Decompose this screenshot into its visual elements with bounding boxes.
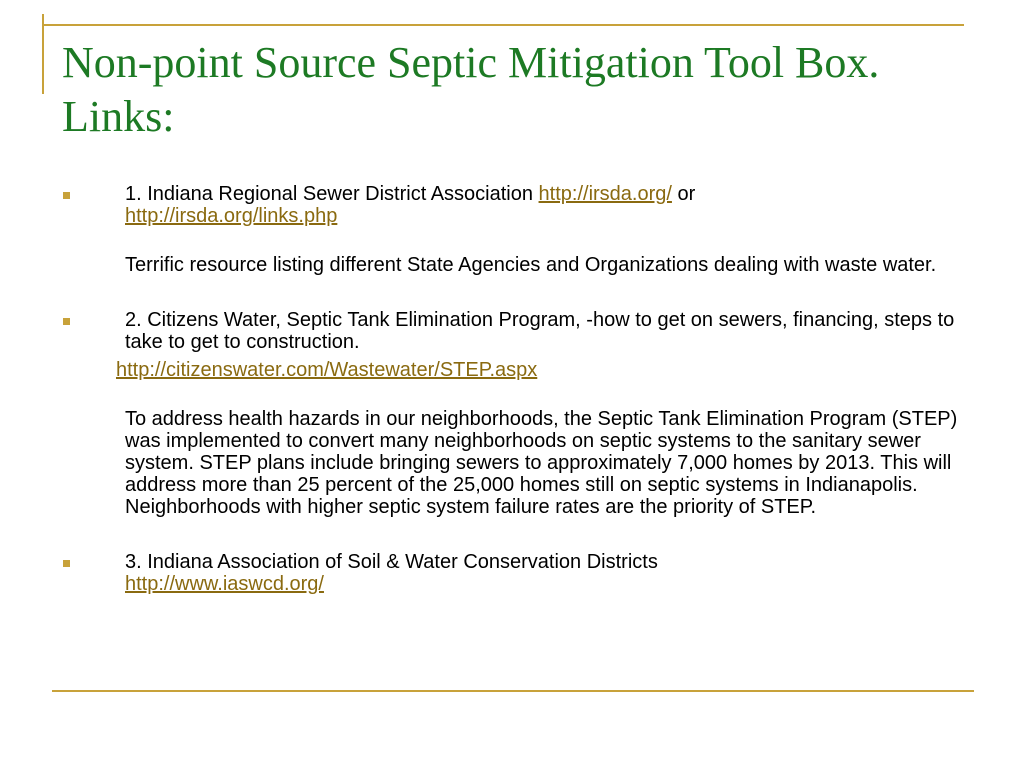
list-item (62, 183, 962, 227)
irsda-links-page-link[interactable]: http://irsda.org/links.php (125, 205, 338, 227)
item-1-description: Terrific resource listing different State Agencies and Organizations dealing with waste water. (125, 254, 937, 276)
list-item (62, 309, 962, 353)
item-2-description: To address health hazards in our neighborhoods, the Septic Tank Elimination Program (STEP) was implemented to convert many neighborhoods on septic systems to the sanitary sewer system. STEP plans include bringing sewers to approximately 7,000 homes by 2013. This will address more than 25 percent of the 25,000 homes still on septic systems in Indianapolis. Neighborhoods with higher septic system failure rates are the priority of STEP. (125, 408, 958, 518)
item-2-text: 2. Citizens Water, Septic Tank Elimination Program, -how to get on sewers, financing, steps to take to get to construction. (125, 309, 955, 353)
list-item (62, 551, 962, 595)
frame-top-rule (42, 24, 964, 26)
frame-left-rule (42, 14, 44, 94)
spacer (62, 227, 962, 254)
spacer (62, 518, 962, 545)
item-3-text: 3. Indiana Association of Soil & Water Conservation Districts (125, 551, 658, 573)
square-bullet-icon (63, 192, 70, 199)
item-2-url-line (62, 359, 962, 381)
slide-content (62, 183, 962, 595)
spacer (62, 276, 962, 303)
iaswcd-link[interactable]: http://www.iaswcd.org/ (125, 573, 324, 595)
frame-bottom-rule (52, 690, 974, 692)
square-bullet-icon (63, 318, 70, 325)
spacer (62, 381, 962, 408)
citizens-water-step-link[interactable]: http://citizenswater.com/Wastewater/STEP.aspx (116, 359, 538, 381)
item-1-joiner: or (671, 183, 696, 205)
square-bullet-icon (63, 560, 70, 567)
item-1-text: 1. Indiana Regional Sewer District Association (125, 183, 539, 205)
irsda-link[interactable]: http://irsda.org/ (538, 183, 672, 205)
slide-title: Non-point Source Septic Mitigation Tool Box. Links: (62, 38, 880, 141)
